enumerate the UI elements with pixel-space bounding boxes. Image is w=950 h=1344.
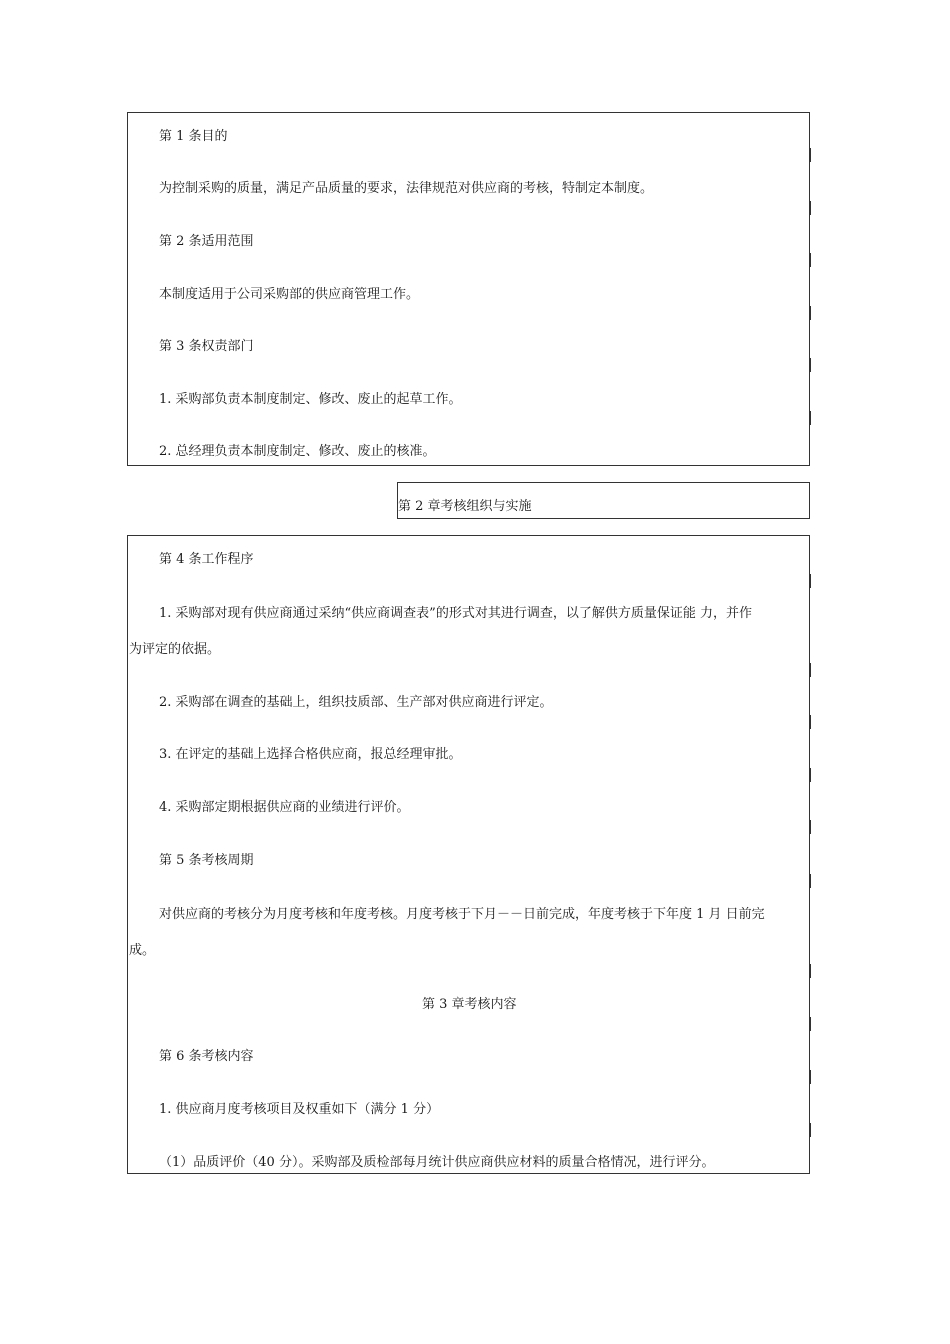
article-4-item-2: 2. 采购部在调查的基础上，组织技质部、生产部对供应商进行评定。: [159, 695, 553, 710]
article-2-title: 第 2 条适用范围: [159, 234, 254, 249]
section-box-2: [127, 535, 810, 1174]
border-tick: [809, 820, 811, 834]
article-4-item-3: 3. 在评定的基础上选择合格供应商，报总经理审批。: [159, 747, 462, 762]
border-tick: [809, 964, 811, 978]
border-tick: [809, 663, 811, 677]
border-tick: [809, 201, 811, 215]
border-tick: [809, 874, 811, 888]
article-1-title: 第 1 条目的: [159, 129, 228, 144]
article-4-item-4: 4. 采购部定期根据供应商的业绩进行评价。: [159, 800, 410, 815]
article-1-body: 为控制采购的质量，满足产品质量的要求，法律规范对供应商的考核，特制定本制度。: [159, 181, 654, 196]
article-2-body: 本制度适用于公司采购部的供应商管理工作。: [159, 287, 420, 302]
chapter-2-title: 第 2 章考核组织与实施: [398, 499, 532, 514]
article-6-title: 第 6 条考核内容: [159, 1049, 254, 1064]
border-tick: [809, 1070, 811, 1084]
border-tick: [809, 574, 811, 588]
border-tick: [809, 715, 811, 729]
article-3-item-2: 2. 总经理负责本制度制定、修改、废止的核准。: [159, 444, 436, 459]
article-6-item-1-sub-1: （1）品质评价（40 分）。采购部及质检部每月统计供应商供应材料的质量合格情况，进行评分。: [159, 1155, 715, 1170]
border-tick: [809, 306, 811, 320]
border-tick: [809, 1017, 811, 1031]
article-5-title: 第 5 条考核周期: [159, 853, 254, 868]
article-5-body-line-1: 对供应商的考核分为月度考核和年度考核。月度考核于下月－－日前完成，年度考核于下年度 1 月 日前完: [159, 907, 765, 922]
chapter-2-box: [397, 482, 810, 519]
section-box-1: [127, 112, 810, 466]
article-3-title: 第 3 条权责部门: [159, 339, 254, 354]
border-tick: [809, 768, 811, 782]
article-3-item-1: 1. 采购部负责本制度制定、修改、废止的起草工作。: [159, 392, 462, 407]
border-tick: [809, 148, 811, 162]
article-5-body-line-2: 成。: [129, 943, 156, 958]
border-tick: [809, 253, 811, 267]
border-tick: [809, 358, 811, 372]
chapter-3-title: 第 3 章考核内容: [422, 997, 517, 1012]
border-tick: [809, 1123, 811, 1137]
article-4-item-1-line-2: 为评定的依据。: [129, 642, 221, 657]
article-6-item-1: 1. 供应商月度考核项目及权重如下（满分 1 分）: [159, 1102, 440, 1117]
border-tick: [809, 411, 811, 425]
article-4-title: 第 4 条工作程序: [159, 552, 254, 567]
article-4-item-1-line-1: 1. 采购部对现有供应商通过采纳“供应商调查表”的形式对其进行调查，以了解供方质量保证能 力，并作: [159, 606, 752, 621]
